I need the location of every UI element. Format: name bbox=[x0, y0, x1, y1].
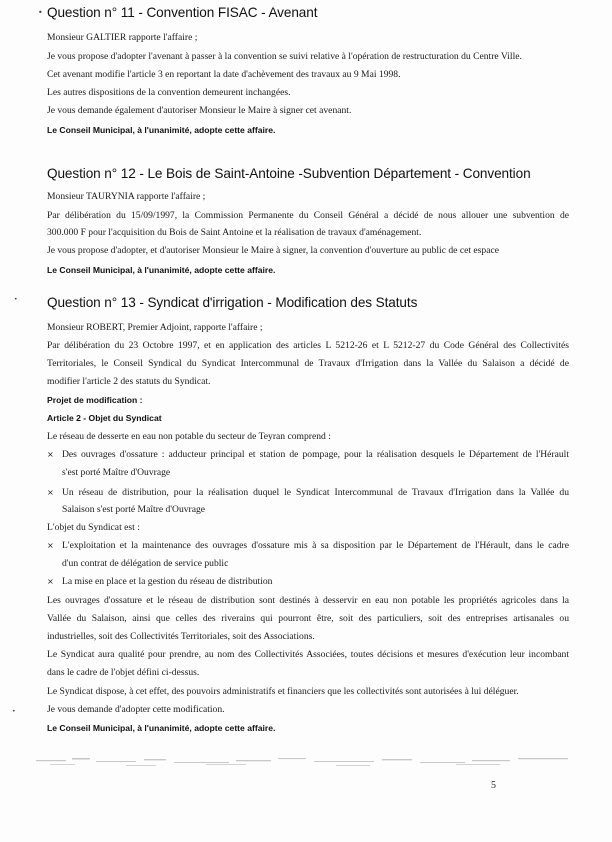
q12-line: Je vous propose d'adopter, et d'autoriser Monsieur le Maire à signer, la convention d'ouverture au public de cet espace bbox=[47, 245, 499, 256]
q12-line: 300.000 F pour l'acquisition du Bois de Saint Antoine et la réalisation de travaux d'aménagement. bbox=[47, 227, 422, 238]
q13-reporter: Monsieur ROBERT, Premier Adjoint, rapporte l'affaire ; bbox=[47, 322, 263, 333]
q12-line: Monsieur TAURYNIA rapporte l'affaire ; bbox=[47, 191, 206, 202]
q11-line: Les autres dispositions de la convention demeurent inchangées. bbox=[47, 87, 291, 98]
bullet-line: La mise en place et la gestion du réseau de distribution bbox=[62, 576, 273, 587]
bullet-marker: × bbox=[47, 577, 54, 586]
bullet-line: Des ouvrages d'ossature : adducteur principal et station de pompage, pour la réalisation desquels le Département de l'Hérault bbox=[62, 449, 569, 460]
q12-line: Par délibération du 15/09/1997, la Commission Permanente du Conseil Général a décidé de nous allouer une subvention de bbox=[47, 210, 569, 221]
q13-intro-line: Par délibération du 23 Octobre 1997, et en application des articles L 5212-26 et L 5212-27 du Code Général des Collectivités bbox=[47, 340, 569, 351]
q13-reseau-intro: Le réseau de desserte en eau non potable du secteur de Teyran comprend : bbox=[47, 431, 331, 442]
q13-closing: Je vous demande d'adopter cette modification. bbox=[47, 704, 225, 715]
margin-mark: • bbox=[14, 296, 18, 303]
bullet-line: d'un contrat de délégation de service public bbox=[62, 558, 229, 569]
bullet-marker: × bbox=[47, 541, 54, 550]
bullet-line: s'est porté Maître d'Ouvrage bbox=[62, 467, 171, 478]
q13-para3: Le Syndicat dispose, à cet effet, des pouvoirs administratifs et financiers que les collectivités sont autorisées à lui déléguer. bbox=[47, 686, 519, 697]
bullet-marker: × bbox=[47, 488, 54, 497]
q11-decision: Le Conseil Municipal, à l'unanimité, adopte cette affaire. bbox=[47, 125, 276, 135]
q11-line: Je vous demande également d'autoriser Monsieur le Maire à signer cet avenant. bbox=[47, 105, 352, 116]
scan-noise bbox=[36, 752, 576, 772]
q11-line: Monsieur GALTIER rapporte l'affaire ; bbox=[47, 32, 198, 43]
q13-para2-line: Le Syndicat aura qualité pour prendre, au nom des Collectivités Associées, toutes décisions et mesures d'exécution leur incombant bbox=[47, 649, 569, 660]
q13-intro-line: Territoriales, le Conseil Syndical du Syndicat Intercommunal de Travaux d'Irrigation dans la Vallée du Salaison a décidé de bbox=[47, 358, 569, 369]
bullet-line: Un réseau de distribution, pour la réalisation duquel le Syndicat Intercommunal de Travaux d'Irrigation dans la Vallée du bbox=[62, 487, 569, 498]
q13-para1-line: Les ouvrages d'ossature et le réseau de distribution sont destinés à desservir en eau non potable les propriétés agricoles dans la bbox=[47, 595, 569, 606]
margin-mark: • bbox=[38, 8, 43, 17]
q13-decision: Le Conseil Municipal, à l'unanimité, adopte cette affaire. bbox=[47, 723, 276, 733]
margin-mark: • bbox=[12, 708, 16, 715]
question-13-title: Question n° 13 - Syndicat d'irrigation - Modification des Statuts bbox=[47, 295, 418, 310]
question-12-title: Question n° 12 - Le Bois de Saint-Antoine -Subvention Département - Convention bbox=[47, 166, 531, 181]
q13-article-heading: Article 2 - Objet du Syndicat bbox=[47, 413, 162, 423]
q12-decision: Le Conseil Municipal, à l'unanimité, adopte cette affaire. bbox=[47, 265, 276, 275]
bullet-marker: × bbox=[47, 450, 54, 459]
q13-para1-line: Vallée du Salaison, ainsi que celles des riverains qui pourront être, soit des particuliers, soit des entreprises artisanales ou bbox=[47, 613, 569, 624]
q13-objet-intro: L'objet du Syndicat est : bbox=[47, 522, 140, 533]
q13-para2-line: dans le cadre de l'objet défini ci-dessus. bbox=[47, 667, 200, 678]
bullet-line: L'exploitation et la maintenance des ouvrages d'ossature mis à sa disposition par le Département de l'Hérault, dans le cadre bbox=[62, 540, 569, 551]
question-11-title: Question n° 11 - Convention FISAC - Avenant bbox=[47, 5, 318, 20]
bullet-line: Salaison s'est porté Maître d'Ouvrage bbox=[62, 504, 206, 515]
q11-line: Cet avenant modifie l'article 3 en reportant la date d'achèvement des travaux au 9 Mai 1998. bbox=[47, 69, 401, 80]
q13-para1-line: industrielles, soit des Collectivités Territoriales, soit des Associations. bbox=[47, 631, 315, 642]
page-number: 5 bbox=[491, 780, 496, 791]
q13-intro-line: modifier l'article 2 des statuts du Syndicat. bbox=[47, 376, 211, 387]
q13-projet-label: Projet de modification : bbox=[47, 395, 143, 405]
q11-line: Je vous propose d'adopter l'avenant à passer à la convention se suivi relative à l'opération de restructuration du Centre Ville. bbox=[47, 51, 522, 62]
